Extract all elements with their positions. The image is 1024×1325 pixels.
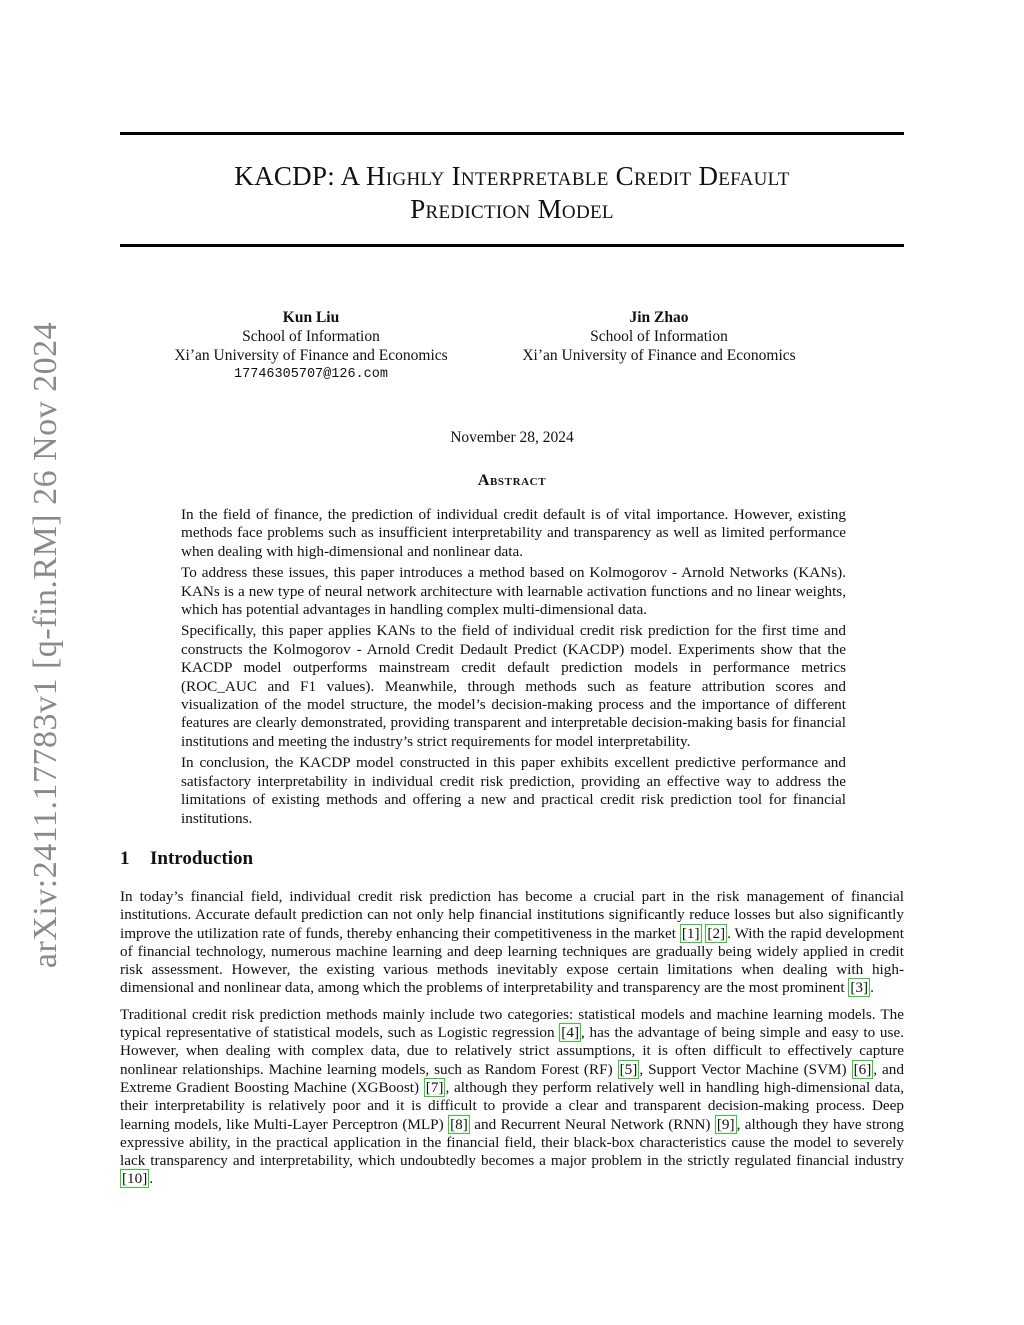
- text-run: , and Extreme Gradient Boosting Machine (XGBoost): [120, 1060, 904, 1096]
- title-top-rule: [120, 132, 904, 135]
- text-run: Traditional credit risk prediction methods mainly include two categories: statistical models and machine learning models. The typical representative of statistical models, such as Logistic regression: [120, 1005, 904, 1042]
- intro-paragraph-1: [120, 888, 904, 998]
- citation-link[interactable]: [4]: [561, 1024, 580, 1042]
- citation-link[interactable]: [10]: [122, 1170, 148, 1188]
- abstract-paragraph: In the field of finance, the prediction of individual credit default is of vital importance. However, existing methods face problems such as insufficient interpretability and transparency as well as limited performance when dealing with high-dimensional and nonlinear data.: [181, 506, 846, 560]
- publication-date: November 28, 2024: [450, 429, 574, 446]
- abstract-heading: Abstract: [477, 472, 547, 489]
- author-university: Xi’an University of Finance and Economics: [174, 347, 448, 364]
- text-run: , although they perform relatively well in handling high-dimensional data, their interpretability is relatively poor and it is difficult to provide a clear and transparent decision-making process. Deep learning models, like Multi-Layer Perceptron (MLP): [120, 1078, 904, 1133]
- citation-link[interactable]: [5]: [619, 1060, 638, 1078]
- text-run: , has the advantage of being simple and easy to use. However, when dealing with complex data, due to relatively strict assumptions, it is often difficult to effectively capture nonlinear relationships. Machine learning models, such as Random Forest (RF): [120, 1024, 904, 1078]
- citation-link[interactable]: [8]: [450, 1115, 468, 1133]
- abstract-paragraph: To address these issues, this paper introduces a method based on Kolmogorov - Arnold Networks (KANs). KANs is a new type of neural network architecture with learnable activation functions and no linear weights, which has potential advantages in handling complex multi-dimensional data.: [181, 564, 846, 619]
- abstract-paragraph: In conclusion, the KACDP model constructed in this paper exhibits excellent predictive performance and satisfactory interpretability in individual credit risk prediction, providing an effective way to address the limitations of existing methods and offering a new and practical credit risk prediction tool for financial institutions.: [181, 754, 846, 827]
- author-name: Kun Liu: [282, 309, 340, 326]
- section-number: 1: [120, 848, 130, 869]
- text-run: , Support Vector Machine (SVM): [639, 1060, 852, 1078]
- citation-link[interactable]: [2]: [707, 924, 726, 942]
- text-run: and Recurrent Neural Network (RNN): [469, 1115, 715, 1133]
- author-department: School of Information: [590, 328, 728, 345]
- citation-link[interactable]: [7]: [425, 1078, 444, 1096]
- citation-link[interactable]: [9]: [716, 1115, 735, 1133]
- text-run: , although they have strong expressive ability, in the practical application in the financial field, their black-box characteristics cause the model to severely lack transparency and interpretability, which undoubtedly becomes a major problem in the strictly regulated financial industry: [120, 1115, 905, 1170]
- author-block-2: [505, 308, 813, 365]
- intro-paragraph-2: [120, 1006, 904, 1189]
- text-run: .: [149, 1170, 154, 1188]
- citation-link[interactable]: [6]: [853, 1060, 872, 1078]
- title-line-2: Prediction Model: [410, 194, 614, 224]
- text-run: In today’s financial field, individual credit risk prediction has become a crucial part in the risk management of financial institutions. Accurate default prediction can not only help financial institutions significantly reduce losses but also significantly improve the utilization rate of funds, thereby enhancing their competitiveness in the market: [120, 888, 904, 942]
- author-block-1: [150, 308, 472, 384]
- citation-link[interactable]: [3]: [850, 979, 869, 997]
- author-name: Jin Zhao: [629, 309, 689, 326]
- citation-link[interactable]: [1]: [681, 924, 700, 942]
- introduction-body: [120, 888, 904, 1197]
- title-bottom-rule: [120, 244, 904, 247]
- section-title: Introduction: [150, 848, 254, 869]
- section-heading-introduction: [120, 848, 253, 870]
- title-line-1: KACDP: A Highly Interpretable Credit Default: [234, 161, 790, 191]
- author-university: Xi’an University of Finance and Economics: [522, 347, 796, 364]
- text-run: . With the rapid development of financial technology, numerous machine learning and deep learning techniques are gradually being widely applied in credit risk assessment. However, the existing various methods inevitably expose certain limitations when dealing with high-dimensional and nonlinear data, among which the problems of interpretability and transparency are the most prominent: [120, 924, 904, 997]
- author-email[interactable]: 17746305707@126.com: [234, 367, 388, 382]
- arxiv-identifier-stamp: arXiv:2411.17783v1 [q-fin.RM] 26 Nov 2024: [27, 321, 64, 969]
- abstract-paragraph: Specifically, this paper applies KANs to the field of individual credit risk prediction for the first time and constructs the Kolmogorov - Arnold Credit Dedault Predict (KACDP) model. Experiments show that the KACDP model outperforms mainstream credit default prediction models in performance metrics (ROC_AUC and F1 values). Meanwhile, through methods such as feature attribution scores and visualization of the model structure, the model’s decision-making process and the importance of different features are clearly demonstrated, providing transparent and interpretable decision-making basis for financial institutions and meeting the industry’s strict requirements for model interpretability.: [181, 622, 846, 750]
- paper-title: [120, 160, 904, 226]
- abstract-body: [181, 506, 846, 831]
- text-run: .: [870, 979, 874, 997]
- author-department: School of Information: [242, 328, 380, 345]
